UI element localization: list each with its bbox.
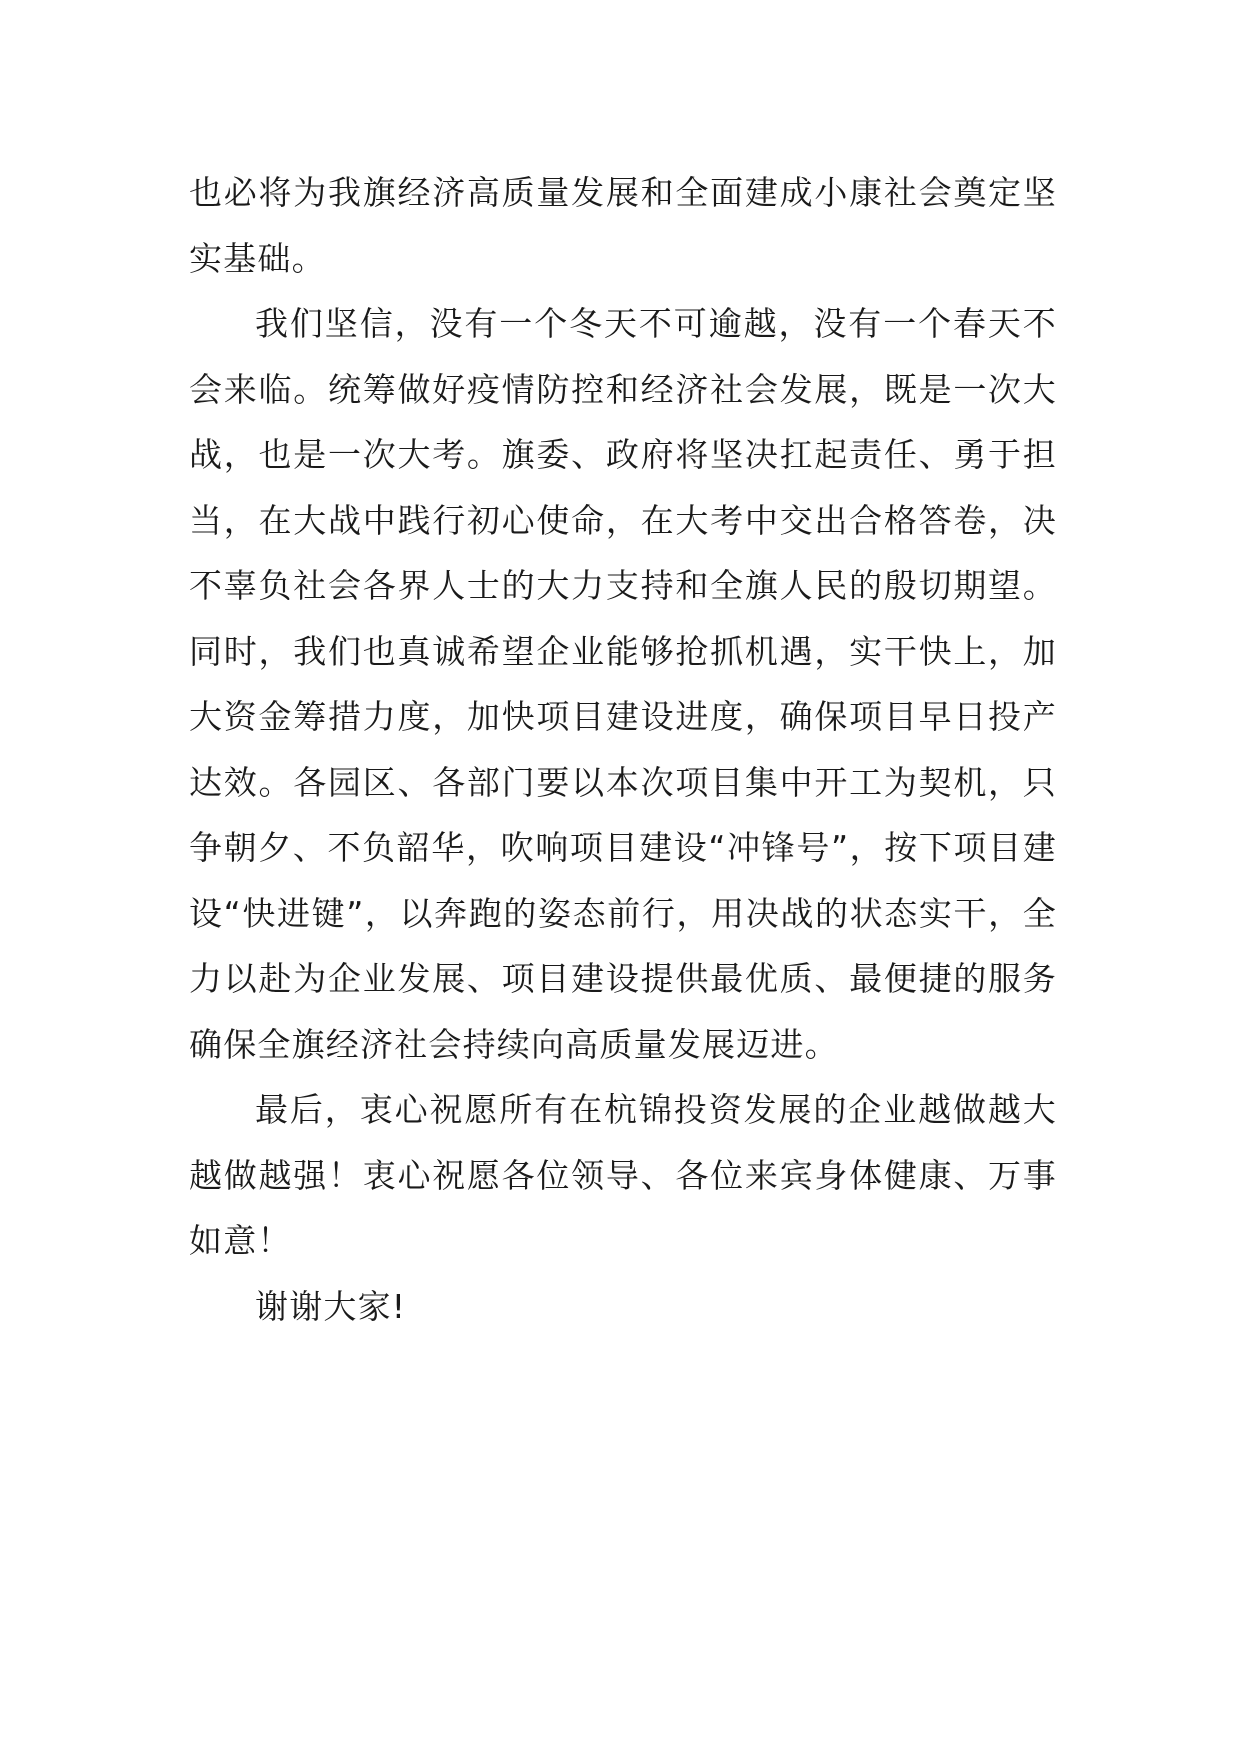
- paragraph-wishes: 最后，衷心祝愿所有在杭锦投资发展的企业越做越大越做越强！衷心祝愿各位领导、各位来宾身体健康、万事如意！: [189, 1090, 1057, 1260]
- paragraph-thanks: 谢谢大家!: [255, 1286, 407, 1326]
- paragraph-belief: 我们坚信，没有一个冬天不可逾越，没有一个春天不会来临。统筹做好疫情防控和经济社会发展，既是一次大战，也是一次大考。旗委、政府将坚决扛起责任、勇于担当，在大战中践行初心使命，在大考中交出合格答卷，决不辜负社会各界人士的大力支持和全旗人民的殷切期望。同时，我们也真诚希望企业能够抢抓机遇，实干快上，加大资金筹措力度，加快项目建设进度，确保项目早日投产达效。各园区、各部门要以本次项目集中开工为契机，只争朝夕、不负韶华，吹响项目建设“冲锋号”，按下项目建设“快进键”，以奔跑的姿态前行，用决战的状态实干，全力以赴为企业发展、项目建设提供最优质、最便捷的服务确保全旗经济社会持续向高质量发展迈进。: [189, 304, 1057, 1064]
- document-body: [189, 160, 1057, 1339]
- paragraph-continuation: 也必将为我旗经济高质量发展和全面建成小康社会奠定坚实基础。: [189, 173, 1057, 278]
